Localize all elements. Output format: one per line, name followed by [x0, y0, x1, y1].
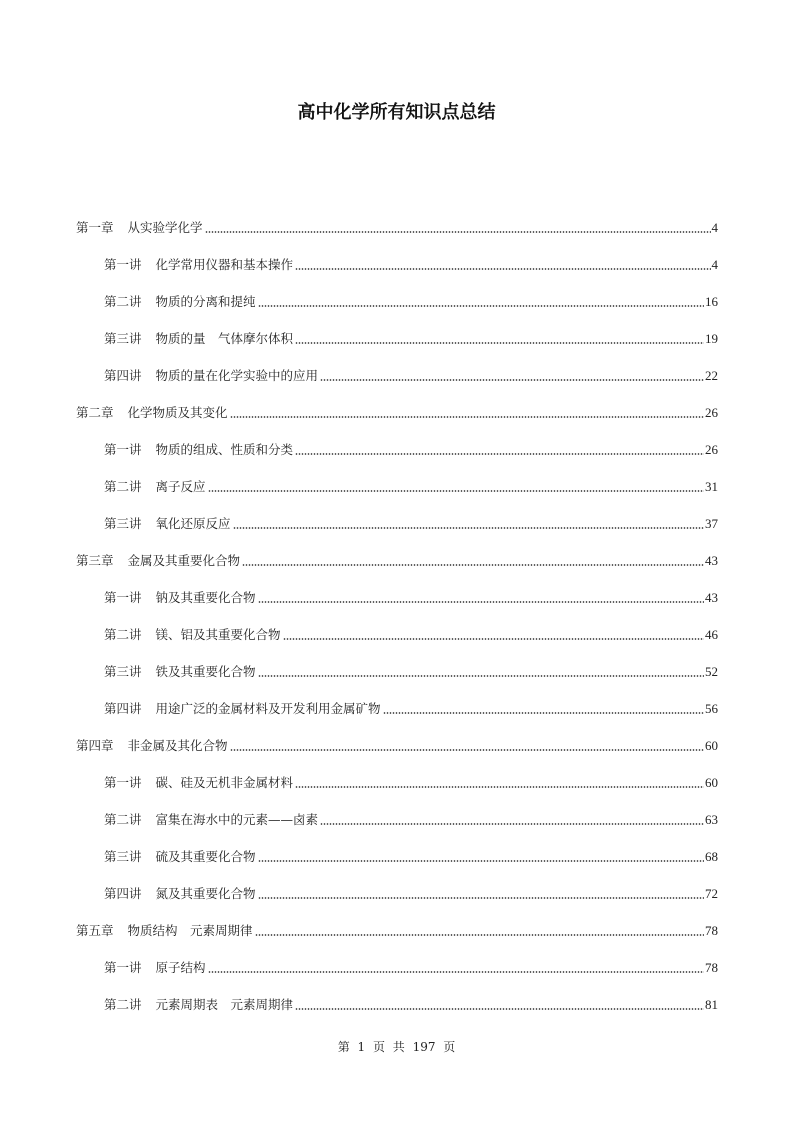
toc-entry-number: 第四讲: [104, 886, 142, 901]
toc-entry-page: 78: [705, 923, 718, 938]
toc-entry-lecture[interactable]: [76, 312, 718, 349]
toc-entry-lecture[interactable]: [76, 423, 718, 460]
toc-entry-title: 元素周期表 元素周期律: [155, 997, 294, 1012]
toc-entry-title: 氧化还原反应: [155, 516, 231, 531]
toc-entry-title: 物质的量在化学实验中的应用: [155, 368, 319, 383]
toc-entry-title: 化学常用仪器和基本操作: [155, 257, 294, 272]
toc-entry-lecture[interactable]: [76, 830, 718, 867]
toc-entry-page: 60: [705, 775, 718, 790]
toc-entry-title: 碳、硅及无机非金属材料: [155, 775, 294, 790]
toc-entry-number: 第五章: [76, 923, 114, 938]
table-of-contents: [76, 201, 718, 1015]
toc-entry-lecture[interactable]: [76, 497, 718, 534]
toc-entry-number: 第三讲: [104, 331, 142, 346]
toc-entry-title: 金属及其重要化合物: [127, 553, 241, 568]
toc-entry-page: 43: [705, 590, 718, 605]
toc-entry-page: 26: [705, 442, 718, 457]
toc-entry-lecture[interactable]: [76, 571, 718, 608]
toc-entry-page: 43: [705, 553, 718, 568]
toc-entry-number: 第一讲: [104, 590, 142, 605]
dot-leader: [295, 342, 704, 344]
toc-entry-lecture[interactable]: [76, 867, 718, 904]
toc-entry-number: 第四章: [76, 738, 114, 753]
dot-leader: [258, 305, 704, 307]
toc-entry-page: 16: [705, 294, 718, 309]
toc-entry-title: 钠及其重要化合物: [155, 590, 256, 605]
toc-entry-number: 第一章: [76, 220, 114, 235]
toc-entry-lecture[interactable]: [76, 756, 718, 793]
toc-entry-lecture[interactable]: [76, 275, 718, 312]
toc-entry-title: 用途广泛的金属材料及开发利用金属矿物: [155, 701, 381, 716]
dot-leader: [295, 453, 704, 455]
toc-entry-number: 第四讲: [104, 368, 142, 383]
dot-leader: [208, 490, 704, 492]
toc-entry-page: 52: [705, 664, 718, 679]
toc-entry-page: 26: [705, 405, 718, 420]
toc-entry-number: 第四讲: [104, 701, 142, 716]
toc-entry-page: 60: [705, 738, 718, 753]
toc-entry-lecture[interactable]: [76, 608, 718, 645]
toc-entry-title: 氮及其重要化合物: [155, 886, 256, 901]
toc-entry-lecture[interactable]: [76, 941, 718, 978]
toc-entry-title: 化学物质及其变化: [127, 405, 228, 420]
toc-entry-page: 46: [705, 627, 718, 642]
toc-entry-lecture[interactable]: [76, 238, 718, 275]
dot-leader: [258, 897, 704, 899]
toc-entry-chapter[interactable]: [76, 904, 718, 941]
toc-entry-number: 第二章: [76, 405, 114, 420]
toc-entry-lecture[interactable]: [76, 645, 718, 682]
toc-entry-title: 物质的分离和提纯: [155, 294, 256, 309]
toc-entry-chapter[interactable]: [76, 201, 718, 238]
toc-entry-title: 物质的量 气体摩尔体积: [155, 331, 294, 346]
toc-entry-page: 4: [711, 257, 718, 272]
dot-leader: [258, 601, 704, 603]
toc-entry-page: 4: [711, 220, 718, 235]
toc-entry-lecture[interactable]: [76, 978, 718, 1015]
toc-entry-number: 第一讲: [104, 442, 142, 457]
toc-entry-number: 第一讲: [104, 775, 142, 790]
toc-entry-page: 68: [705, 849, 718, 864]
toc-entry-chapter[interactable]: [76, 719, 718, 756]
toc-entry-number: 第三讲: [104, 516, 142, 531]
toc-entry-title: 原子结构: [155, 960, 206, 975]
toc-entry-lecture[interactable]: [76, 793, 718, 830]
toc-entry-number: 第一讲: [104, 960, 142, 975]
dot-leader: [255, 934, 704, 936]
dot-leader: [283, 638, 704, 640]
dot-leader: [208, 971, 704, 973]
toc-entry-title: 离子反应: [155, 479, 206, 494]
dot-leader: [383, 712, 704, 714]
page-footer: 第 1 页 共 197 页: [337, 1040, 456, 1054]
toc-entry-number: 第二讲: [104, 479, 142, 494]
toc-entry-title: 铁及其重要化合物: [155, 664, 256, 679]
toc-entry-number: 第二讲: [104, 997, 142, 1012]
toc-entry-title: 非金属及其化合物: [127, 738, 228, 753]
toc-entry-number: 第二讲: [104, 627, 142, 642]
dot-leader: [205, 231, 711, 233]
toc-entry-chapter[interactable]: [76, 386, 718, 423]
toc-entry-title: 物质的组成、性质和分类: [155, 442, 294, 457]
dot-leader: [295, 1008, 704, 1010]
dot-leader: [230, 416, 704, 418]
toc-entry-number: 第二讲: [104, 294, 142, 309]
document-title: 高中化学所有知识点总结: [297, 102, 496, 123]
toc-entry-number: 第二讲: [104, 812, 142, 827]
toc-entry-title: 从实验学化学: [127, 220, 203, 235]
toc-entry-page: 78: [705, 960, 718, 975]
dot-leader: [258, 860, 704, 862]
toc-entry-number: 第三章: [76, 553, 114, 568]
toc-entry-chapter[interactable]: [76, 534, 718, 571]
dot-leader: [258, 675, 704, 677]
toc-entry-page: 81: [705, 997, 718, 1012]
toc-entry-lecture[interactable]: [76, 349, 718, 386]
dot-leader: [295, 268, 710, 270]
toc-entry-title: 硫及其重要化合物: [155, 849, 256, 864]
toc-entry-page: 19: [705, 331, 718, 346]
toc-entry-page: 31: [705, 479, 718, 494]
toc-entry-page: 56: [705, 701, 718, 716]
toc-entry-page: 37: [705, 516, 718, 531]
toc-entry-title: 物质结构 元素周期律: [127, 923, 253, 938]
toc-entry-number: 第一讲: [104, 257, 142, 272]
dot-leader: [242, 564, 704, 566]
toc-entry-lecture[interactable]: [76, 682, 718, 719]
toc-entry-page: 63: [705, 812, 718, 827]
toc-entry-page: 22: [705, 368, 718, 383]
dot-leader: [320, 823, 704, 825]
dot-leader: [233, 527, 704, 529]
dot-leader: [295, 786, 704, 788]
toc-entry-title: 镁、铝及其重要化合物: [155, 627, 281, 642]
toc-entry-number: 第三讲: [104, 849, 142, 864]
toc-entry-number: 第三讲: [104, 664, 142, 679]
dot-leader: [230, 749, 704, 751]
dot-leader: [320, 379, 704, 381]
toc-entry-title: 富集在海水中的元素——卤素: [155, 812, 319, 827]
toc-entry-page: 72: [705, 886, 718, 901]
toc-entry-lecture[interactable]: [76, 460, 718, 497]
